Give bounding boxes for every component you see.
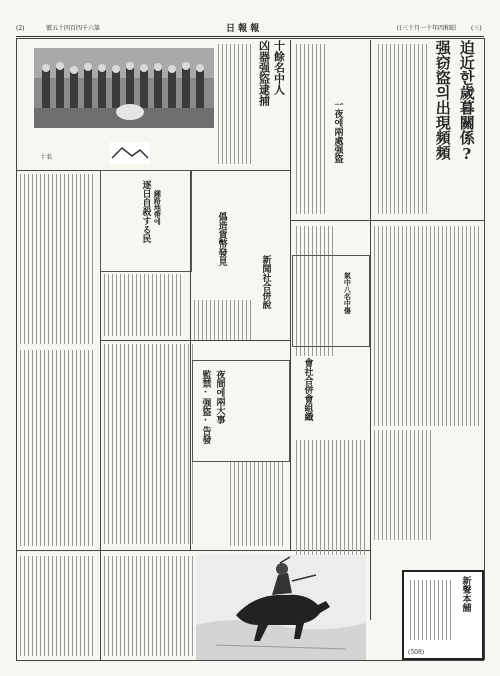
left-issue-text: 號五十四百四千六第 <box>46 25 101 32</box>
ad-text <box>410 580 454 640</box>
bottom-rule <box>16 660 484 661</box>
right-page-number: (三) <box>471 25 482 32</box>
advertisement-box <box>402 570 484 660</box>
small-illustration <box>110 142 150 164</box>
ad-number: (508) <box>408 649 425 656</box>
article-text-block <box>104 274 184 336</box>
night-robbery-headline: 一夜에兩處强盜 <box>332 100 343 163</box>
article-text-block <box>20 350 96 546</box>
column-rule-4 <box>370 40 371 620</box>
article-text-block <box>296 44 326 214</box>
article-text-block <box>218 44 254 164</box>
emigration-headline: 鍾路地帶에 <box>153 190 163 225</box>
horseman-illustration <box>196 555 366 660</box>
farmer-headline: 逐日自殺する民 <box>140 180 151 243</box>
article-text-block <box>104 556 194 656</box>
horseman-drawing <box>196 555 366 660</box>
boxed-article <box>100 170 192 272</box>
currency-headline: 僞造貨幣發見 <box>216 212 227 266</box>
group-photo-image <box>34 48 214 128</box>
boxed-article <box>292 255 370 347</box>
boxed-article <box>192 360 290 462</box>
ad-title: 新聲本舗 <box>460 576 471 612</box>
top-rule <box>16 38 484 39</box>
column-rule-3 <box>290 40 291 550</box>
article-text-block <box>378 44 428 214</box>
row-rule-3 <box>100 340 290 341</box>
sub-headline-2: 凶器强盜逮捕 <box>257 40 271 106</box>
article-text-block <box>20 174 96 344</box>
right-date-text: 日三十月一十年四和昭 <box>396 25 457 32</box>
photo-caption: 十名 <box>40 154 53 161</box>
row-rule-2 <box>290 220 484 221</box>
left-page-number: (2) <box>16 25 25 32</box>
police-headline-2: 監禁·强盜·告發 <box>200 370 211 444</box>
article-text-block <box>20 556 96 656</box>
article-text-block <box>374 430 434 540</box>
company-headline: 會社合併會組織 <box>302 358 313 421</box>
police-headline-1: 夜間에兩大事 <box>214 370 225 424</box>
article-text-block <box>374 226 480 426</box>
sub-headline-1: 十餘名中人 <box>272 40 286 95</box>
left-rule <box>16 38 17 660</box>
article-text-block <box>104 344 194 544</box>
right-rule <box>484 38 485 660</box>
injury-headline: 氣中八名中傷 <box>343 272 353 314</box>
group-photo <box>34 48 214 128</box>
main-headline-1: 迫近한歲暮關係? <box>457 40 476 163</box>
masthead-title: 日 報 報 <box>226 24 260 34</box>
masthead-bar <box>16 22 484 37</box>
main-headline-2: 强窃盜의出現頻頻 <box>433 40 452 160</box>
article-text-block <box>194 300 254 340</box>
article-text-block <box>230 462 286 546</box>
merger-headline: 新聞社合併說 <box>260 255 271 309</box>
